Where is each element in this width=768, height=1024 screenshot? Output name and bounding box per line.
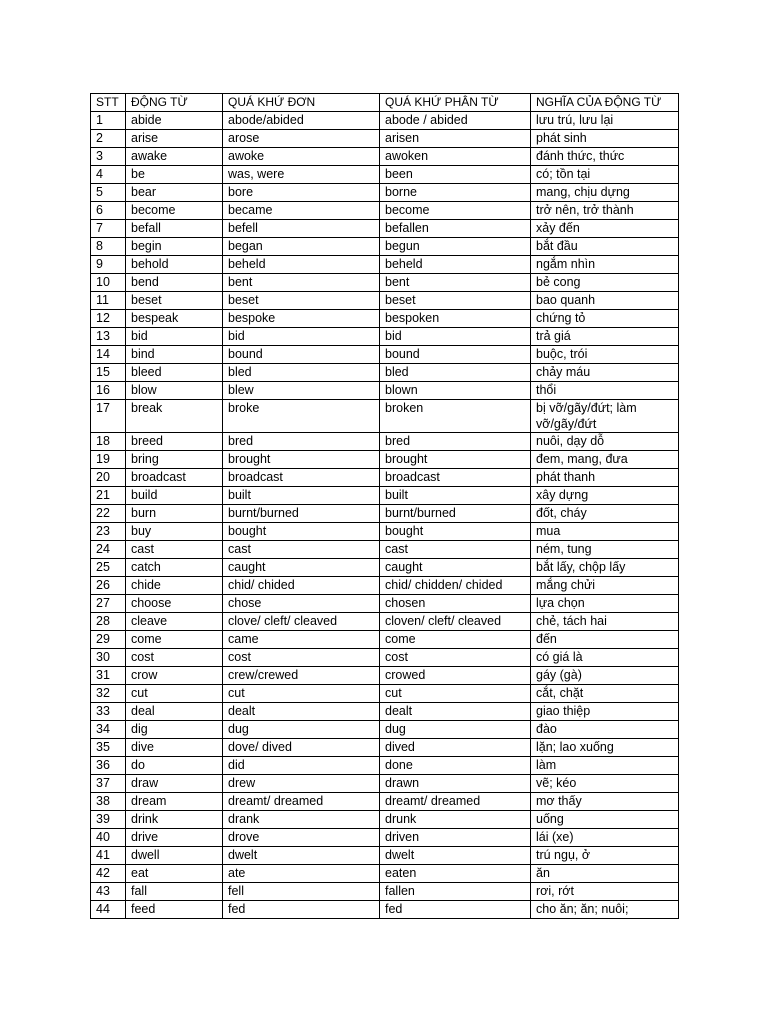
cell-verb: awake <box>126 148 223 166</box>
cell-verb: behold <box>126 256 223 274</box>
cell-stt: 34 <box>91 721 126 739</box>
cell-past-participle: bid <box>380 328 531 346</box>
cell-meaning: chẻ, tách hai <box>531 613 679 631</box>
cell-past-participle: caught <box>380 559 531 577</box>
cell-past-simple: cast <box>223 541 380 559</box>
cell-stt: 31 <box>91 667 126 685</box>
cell-verb: beset <box>126 292 223 310</box>
cell-verb: drive <box>126 829 223 847</box>
cell-stt: 25 <box>91 559 126 577</box>
cell-past-simple: did <box>223 757 380 775</box>
header-meaning: NGHĨA CỦA ĐỘNG TỪ <box>531 94 679 112</box>
cell-past-participle: bred <box>380 433 531 451</box>
cell-past-participle: abode / abided <box>380 112 531 130</box>
cell-past-participle: dived <box>380 739 531 757</box>
cell-stt: 13 <box>91 328 126 346</box>
table-row <box>91 328 679 346</box>
cell-past-simple: chose <box>223 595 380 613</box>
cell-past-simple: became <box>223 202 380 220</box>
cell-stt: 17 <box>91 400 126 433</box>
cell-past-participle: driven <box>380 829 531 847</box>
cell-stt: 8 <box>91 238 126 256</box>
cell-stt: 43 <box>91 883 126 901</box>
cell-verb: buy <box>126 523 223 541</box>
cell-past-simple: began <box>223 238 380 256</box>
table-row <box>91 112 679 130</box>
cell-verb: breed <box>126 433 223 451</box>
cell-verb: arise <box>126 130 223 148</box>
table-row <box>91 667 679 685</box>
table-row <box>91 703 679 721</box>
cell-verb: bring <box>126 451 223 469</box>
table-row <box>91 523 679 541</box>
cell-past-participle: fed <box>380 901 531 919</box>
cell-meaning: mơ thấy <box>531 793 679 811</box>
table-body <box>91 112 679 919</box>
cell-past-participle: dealt <box>380 703 531 721</box>
cell-past-participle: drunk <box>380 811 531 829</box>
header-past-participle: QUÁ KHỨ PHÂN TỪ <box>380 94 531 112</box>
table-row <box>91 505 679 523</box>
cell-past-participle: bespoken <box>380 310 531 328</box>
cell-past-participle: beheld <box>380 256 531 274</box>
table-row <box>91 811 679 829</box>
cell-past-simple: fell <box>223 883 380 901</box>
cell-past-participle: borne <box>380 184 531 202</box>
cell-past-simple: burnt/burned <box>223 505 380 523</box>
cell-meaning: phát thanh <box>531 469 679 487</box>
cell-meaning: rơi, rớt <box>531 883 679 901</box>
cell-verb: do <box>126 757 223 775</box>
cell-verb: cost <box>126 649 223 667</box>
cell-stt: 1 <box>91 112 126 130</box>
table-row <box>91 238 679 256</box>
cell-past-simple: built <box>223 487 380 505</box>
cell-verb: dream <box>126 793 223 811</box>
cell-verb: break <box>126 400 223 433</box>
cell-past-participle: bound <box>380 346 531 364</box>
cell-past-simple: was, were <box>223 166 380 184</box>
cell-meaning: có giá là <box>531 649 679 667</box>
cell-past-simple: brought <box>223 451 380 469</box>
table-row <box>91 130 679 148</box>
cell-stt: 20 <box>91 469 126 487</box>
cell-verb: befall <box>126 220 223 238</box>
cell-past-simple: dwelt <box>223 847 380 865</box>
cell-past-participle: befallen <box>380 220 531 238</box>
cell-stt: 21 <box>91 487 126 505</box>
cell-stt: 6 <box>91 202 126 220</box>
cell-past-simple: bled <box>223 364 380 382</box>
cell-meaning: đến <box>531 631 679 649</box>
cell-stt: 40 <box>91 829 126 847</box>
cell-stt: 27 <box>91 595 126 613</box>
cell-stt: 10 <box>91 274 126 292</box>
cell-meaning: giao thiệp <box>531 703 679 721</box>
cell-stt: 29 <box>91 631 126 649</box>
cell-verb: build <box>126 487 223 505</box>
cell-past-participle: cast <box>380 541 531 559</box>
cell-stt: 18 <box>91 433 126 451</box>
cell-verb: deal <box>126 703 223 721</box>
cell-meaning: cắt, chặt <box>531 685 679 703</box>
table-row <box>91 613 679 631</box>
table-row <box>91 559 679 577</box>
cell-past-simple: broke <box>223 400 380 433</box>
cell-past-simple: dug <box>223 721 380 739</box>
cell-past-simple: chid/ chided <box>223 577 380 595</box>
table-row <box>91 274 679 292</box>
cell-stt: 42 <box>91 865 126 883</box>
cell-verb: crow <box>126 667 223 685</box>
cell-past-simple: drank <box>223 811 380 829</box>
cell-past-participle: dwelt <box>380 847 531 865</box>
cell-meaning: trở nên, trở thành <box>531 202 679 220</box>
cell-past-participle: dug <box>380 721 531 739</box>
irregular-verbs-table <box>90 93 679 919</box>
cell-verb: become <box>126 202 223 220</box>
cell-stt: 26 <box>91 577 126 595</box>
cell-meaning: nuôi, dạy dỗ <box>531 433 679 451</box>
cell-meaning: có; tồn tại <box>531 166 679 184</box>
cell-stt: 12 <box>91 310 126 328</box>
cell-past-simple: bound <box>223 346 380 364</box>
table-row <box>91 469 679 487</box>
cell-past-simple: bent <box>223 274 380 292</box>
cell-stt: 23 <box>91 523 126 541</box>
cell-verb: draw <box>126 775 223 793</box>
cell-stt: 15 <box>91 364 126 382</box>
cell-past-simple: came <box>223 631 380 649</box>
cell-meaning: ném, tung <box>531 541 679 559</box>
cell-past-participle: broadcast <box>380 469 531 487</box>
cell-stt: 35 <box>91 739 126 757</box>
cell-meaning: làm <box>531 757 679 775</box>
cell-past-simple: abode/abided <box>223 112 380 130</box>
cell-past-participle: cloven/ cleft/ cleaved <box>380 613 531 631</box>
cell-past-participle: dreamt/ dreamed <box>380 793 531 811</box>
cell-past-participle: chid/ chidden/ chided <box>380 577 531 595</box>
cell-meaning: bao quanh <box>531 292 679 310</box>
cell-meaning: chứng tỏ <box>531 310 679 328</box>
table-row <box>91 541 679 559</box>
cell-stt: 4 <box>91 166 126 184</box>
cell-verb: drink <box>126 811 223 829</box>
cell-meaning: ăn <box>531 865 679 883</box>
cell-verb: bind <box>126 346 223 364</box>
cell-past-participle: arisen <box>380 130 531 148</box>
cell-past-participle: done <box>380 757 531 775</box>
cell-past-participle: fallen <box>380 883 531 901</box>
table-row <box>91 451 679 469</box>
table-row <box>91 487 679 505</box>
cell-stt: 44 <box>91 901 126 919</box>
table-row <box>91 595 679 613</box>
cell-past-simple: crew/crewed <box>223 667 380 685</box>
cell-meaning: trả giá <box>531 328 679 346</box>
table-row <box>91 685 679 703</box>
cell-past-participle: drawn <box>380 775 531 793</box>
cell-meaning: bắt đầu <box>531 238 679 256</box>
cell-stt: 22 <box>91 505 126 523</box>
cell-meaning: xây dựng <box>531 487 679 505</box>
cell-stt: 16 <box>91 382 126 400</box>
cell-past-participle: been <box>380 166 531 184</box>
cell-past-simple: beset <box>223 292 380 310</box>
table-row <box>91 148 679 166</box>
cell-stt: 19 <box>91 451 126 469</box>
cell-verb: bid <box>126 328 223 346</box>
table-row <box>91 256 679 274</box>
cell-past-simple: ate <box>223 865 380 883</box>
cell-past-simple: cut <box>223 685 380 703</box>
table-row <box>91 775 679 793</box>
cell-verb: abide <box>126 112 223 130</box>
table-row <box>91 202 679 220</box>
cell-stt: 14 <box>91 346 126 364</box>
cell-meaning: đánh thức, thức <box>531 148 679 166</box>
table-row <box>91 184 679 202</box>
table-row <box>91 577 679 595</box>
table-row <box>91 631 679 649</box>
cell-meaning: lặn; lao xuống <box>531 739 679 757</box>
cell-verb: chide <box>126 577 223 595</box>
cell-past-participle: blown <box>380 382 531 400</box>
cell-verb: come <box>126 631 223 649</box>
cell-past-simple: dealt <box>223 703 380 721</box>
table-row <box>91 739 679 757</box>
cell-meaning: bắt lấy, chộp lấy <box>531 559 679 577</box>
cell-stt: 28 <box>91 613 126 631</box>
cell-stt: 39 <box>91 811 126 829</box>
cell-meaning: mua <box>531 523 679 541</box>
cell-verb: bear <box>126 184 223 202</box>
cell-meaning: đào <box>531 721 679 739</box>
cell-stt: 24 <box>91 541 126 559</box>
table-row <box>91 883 679 901</box>
cell-past-participle: cut <box>380 685 531 703</box>
cell-stt: 11 <box>91 292 126 310</box>
cell-past-simple: bred <box>223 433 380 451</box>
cell-past-simple: dreamt/ dreamed <box>223 793 380 811</box>
cell-meaning: bẻ cong <box>531 274 679 292</box>
cell-meaning: đem, mang, đưa <box>531 451 679 469</box>
cell-past-simple: bore <box>223 184 380 202</box>
cell-stt: 3 <box>91 148 126 166</box>
cell-stt: 32 <box>91 685 126 703</box>
cell-stt: 2 <box>91 130 126 148</box>
cell-stt: 38 <box>91 793 126 811</box>
table-row <box>91 721 679 739</box>
cell-past-participle: beset <box>380 292 531 310</box>
cell-past-simple: clove/ cleft/ cleaved <box>223 613 380 631</box>
cell-verb: dwell <box>126 847 223 865</box>
cell-meaning: lái (xe) <box>531 829 679 847</box>
cell-past-simple: befell <box>223 220 380 238</box>
cell-verb: begin <box>126 238 223 256</box>
cell-past-simple: blew <box>223 382 380 400</box>
table-row <box>91 382 679 400</box>
cell-stt: 33 <box>91 703 126 721</box>
cell-meaning: lựa chọn <box>531 595 679 613</box>
cell-meaning: đốt, cháy <box>531 505 679 523</box>
cell-verb: burn <box>126 505 223 523</box>
header-stt: STT <box>91 94 126 112</box>
cell-stt: 36 <box>91 757 126 775</box>
cell-past-participle: awoken <box>380 148 531 166</box>
cell-past-simple: bespoke <box>223 310 380 328</box>
cell-verb: dive <box>126 739 223 757</box>
cell-verb: broadcast <box>126 469 223 487</box>
cell-past-simple: fed <box>223 901 380 919</box>
cell-past-participle: bent <box>380 274 531 292</box>
table-row <box>91 166 679 184</box>
table-row <box>91 901 679 919</box>
cell-meaning: ngắm nhìn <box>531 256 679 274</box>
cell-past-participle: burnt/burned <box>380 505 531 523</box>
cell-stt: 41 <box>91 847 126 865</box>
cell-stt: 9 <box>91 256 126 274</box>
cell-past-simple: bought <box>223 523 380 541</box>
cell-meaning: phát sinh <box>531 130 679 148</box>
cell-past-participle: built <box>380 487 531 505</box>
table-row <box>91 649 679 667</box>
cell-past-participle: bled <box>380 364 531 382</box>
cell-meaning: gáy (gà) <box>531 667 679 685</box>
cell-past-participle: crowed <box>380 667 531 685</box>
table-row <box>91 400 679 433</box>
cell-stt: 7 <box>91 220 126 238</box>
cell-meaning: trú ngụ, ở <box>531 847 679 865</box>
cell-past-simple: arose <box>223 130 380 148</box>
cell-meaning: lưu trú, lưu lại <box>531 112 679 130</box>
cell-past-simple: drew <box>223 775 380 793</box>
cell-meaning: bị vỡ/gãy/đứt; làm vỡ/gãy/đứt <box>531 400 679 433</box>
cell-verb: bend <box>126 274 223 292</box>
cell-verb: bleed <box>126 364 223 382</box>
cell-verb: blow <box>126 382 223 400</box>
cell-stt: 37 <box>91 775 126 793</box>
table-row <box>91 364 679 382</box>
cell-past-participle: broken <box>380 400 531 433</box>
cell-meaning: cho ăn; ăn; nuôi; <box>531 901 679 919</box>
cell-past-participle: chosen <box>380 595 531 613</box>
cell-meaning: uống <box>531 811 679 829</box>
table-row <box>91 220 679 238</box>
header-past-simple: QUÁ KHỨ ĐƠN <box>223 94 380 112</box>
cell-past-participle: cost <box>380 649 531 667</box>
table-row <box>91 793 679 811</box>
cell-stt: 30 <box>91 649 126 667</box>
table-header-row <box>91 94 679 112</box>
cell-past-simple: dove/ dived <box>223 739 380 757</box>
cell-past-participle: begun <box>380 238 531 256</box>
cell-past-simple: awoke <box>223 148 380 166</box>
table-row <box>91 757 679 775</box>
cell-past-participle: come <box>380 631 531 649</box>
cell-past-participle: become <box>380 202 531 220</box>
header-verb: ĐỘNG TỪ <box>126 94 223 112</box>
cell-verb: be <box>126 166 223 184</box>
cell-past-simple: bid <box>223 328 380 346</box>
cell-verb: choose <box>126 595 223 613</box>
cell-verb: dig <box>126 721 223 739</box>
cell-past-simple: cost <box>223 649 380 667</box>
cell-meaning: mang, chịu dựng <box>531 184 679 202</box>
cell-past-participle: bought <box>380 523 531 541</box>
cell-meaning: thổi <box>531 382 679 400</box>
table-row <box>91 310 679 328</box>
cell-verb: bespeak <box>126 310 223 328</box>
table-row <box>91 346 679 364</box>
table-row <box>91 829 679 847</box>
cell-verb: feed <box>126 901 223 919</box>
table-row <box>91 865 679 883</box>
cell-meaning: chảy máu <box>531 364 679 382</box>
cell-verb: catch <box>126 559 223 577</box>
table-row <box>91 292 679 310</box>
cell-past-simple: beheld <box>223 256 380 274</box>
cell-stt: 5 <box>91 184 126 202</box>
table-row <box>91 433 679 451</box>
cell-past-simple: drove <box>223 829 380 847</box>
cell-past-participle: brought <box>380 451 531 469</box>
cell-past-simple: caught <box>223 559 380 577</box>
cell-meaning: vẽ; kéo <box>531 775 679 793</box>
cell-verb: eat <box>126 865 223 883</box>
cell-past-participle: eaten <box>380 865 531 883</box>
cell-verb: cast <box>126 541 223 559</box>
cell-meaning: buộc, trói <box>531 346 679 364</box>
cell-past-simple: broadcast <box>223 469 380 487</box>
cell-meaning: xảy đến <box>531 220 679 238</box>
cell-verb: fall <box>126 883 223 901</box>
cell-verb: cut <box>126 685 223 703</box>
cell-verb: cleave <box>126 613 223 631</box>
cell-meaning: mắng chửi <box>531 577 679 595</box>
table-row <box>91 847 679 865</box>
